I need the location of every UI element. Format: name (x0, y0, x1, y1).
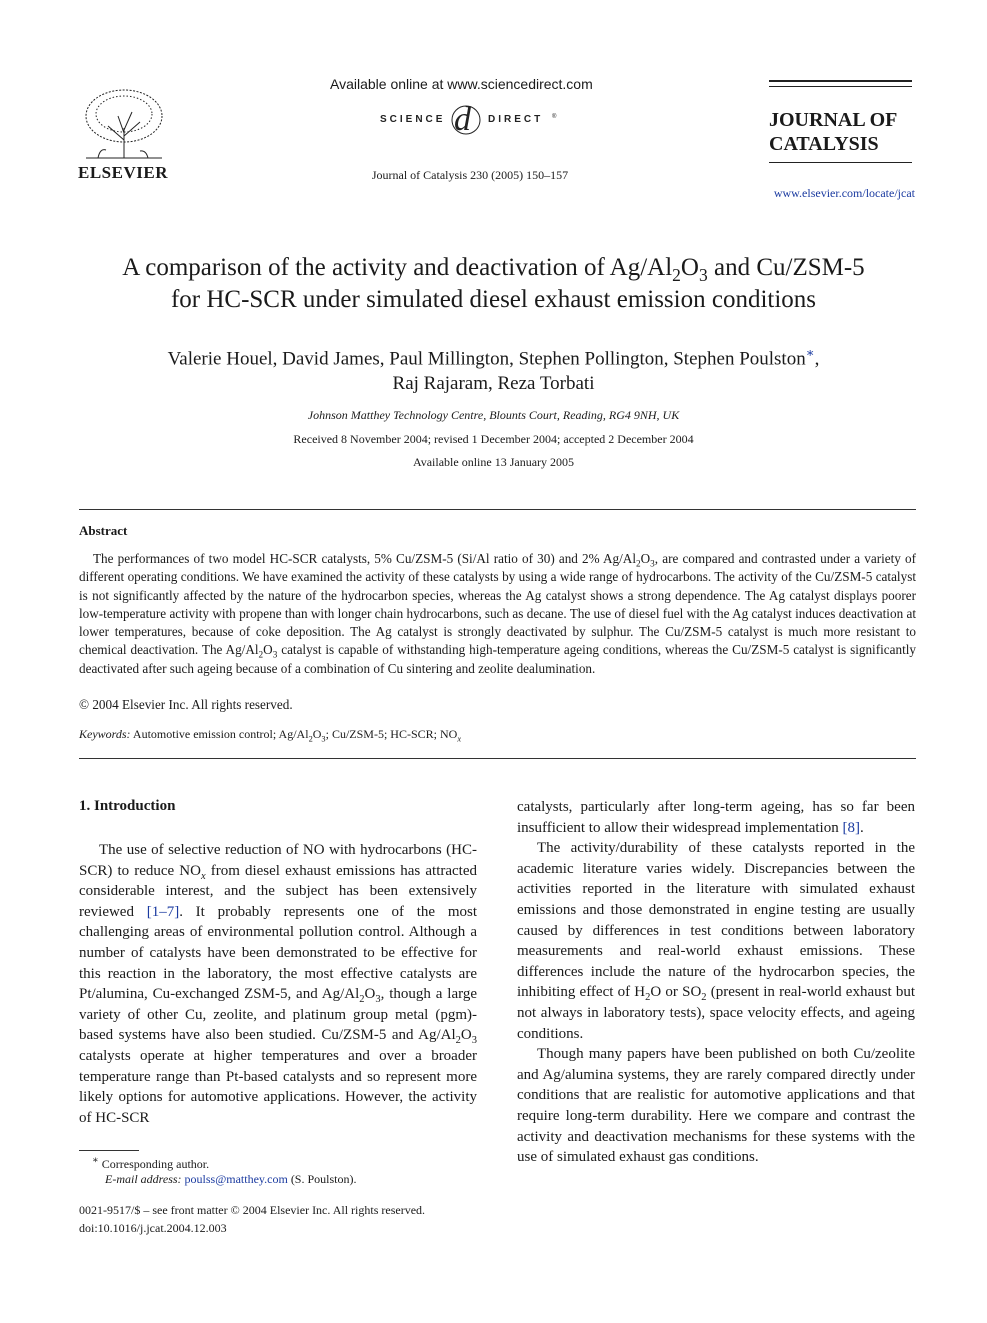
authors-comma: , (814, 348, 820, 370)
body-column-right (517, 797, 915, 1168)
author-list (40, 340, 947, 396)
journal-name (769, 108, 912, 156)
sd-logo-reg: ® (552, 114, 557, 120)
footnote-email: E-mail address: poulss@matthey.com (S. Poulston). (105, 1172, 357, 1186)
abstract-copyright: © 2004 Elsevier Inc. All rights reserved. (79, 697, 293, 712)
title-text-line2: for HC-SCR under simulated diesel exhaust emission conditions (170, 286, 817, 313)
title-subscript: 3 (698, 265, 708, 285)
abstract-heading: Abstract (79, 523, 128, 538)
sd-logo-mark: d (454, 101, 471, 138)
intro-paragraph-1-continued: catalysts, particularly after long-term ageing, has so far been insufficient to allow their widespread implementation [8]. (517, 799, 915, 836)
sciencedirect-logo (380, 100, 560, 140)
title-subscript: 2 (672, 265, 681, 285)
journal-url-link[interactable]: www.elsevier.com/locate/jcat (773, 186, 915, 200)
keywords: Keywords: Automotive emission control; $Ag/Al_2O_3$; Cu/ZSM-5; HC-SCR; $NO_x$ (79, 727, 462, 744)
abstract-rule-bottom (79, 758, 916, 759)
body-column-left (79, 840, 477, 1128)
abstract-body (79, 550, 916, 678)
citation-link[interactable]: [8] (842, 819, 860, 836)
abstract-paragraph: The performances of two model HC-SCR catalysts, 5% Cu/ZSM-5 (Si/Al ratio of 30) and 2% $Ag/Al_2O_3$, are compared and contrasted under a variety of different operating conditions. We have examined the activity of these catalysts by using a wide range of hydrocarbons. The activity of the Cu/ZSM-5 catalyst is not significantly affected by the nature of the hydrocarbon species, whereas the Ag catalyst shows a strong dependence. The Ag catalyst displays poorer low-temperature activity with propene than with longer chain hydrocarbons, such as decane. The use of diesel fuel with the Ag catalyst induces deactivation at lower temperatures, because of coke deposition. The Ag catalyst is strongly deactivated by sulphur. The Cu/ZSM-5 catalyst is much more resistant to chemical deactivation. The $Ag/Al_2O_3$ catalyst is capable of withstanding high-temperature ageing conditions, whereas the Cu/ZSM-5 catalyst is significantly deactivated after such ageing because of a combination of Cu sintering and zeolite dealumination. (79, 551, 916, 676)
journal-rule-top (769, 80, 912, 82)
section-heading-introduction: 1. Introduction (79, 798, 176, 814)
affiliation: Johnson Matthey Technology Centre, Blounts Court, Reading, RG4 9NH, UK (307, 408, 680, 422)
footnote-corresponding: ∗ Corresponding author. (92, 1155, 210, 1171)
journal-name-line1: JOURNAL OF (769, 109, 898, 131)
authors-line2: Raj Rajaram, Reza Torbati (392, 373, 595, 395)
email-link[interactable]: poulss@matthey.com (184, 1172, 288, 1186)
article-dates: Received 8 November 2004; revised 1 December 2004; accepted 2 December 2004 (293, 432, 694, 446)
corresponding-author-link[interactable]: ∗ (805, 345, 815, 360)
title-text: and Cu/ZSM-5 (707, 254, 865, 281)
journal-rule-top-thin (769, 86, 912, 87)
doi: doi:10.1016/j.jcat.2004.12.003 (79, 1221, 227, 1235)
keywords-label: Keywords: (79, 727, 131, 741)
journal-rule-bottom (769, 162, 912, 163)
journal-citation: Journal of Catalysis 230 (2005) 150–157 (371, 168, 569, 182)
footnote-rule (79, 1150, 139, 1151)
sd-logo-direct: DIRECT (488, 114, 544, 125)
citation-link[interactable]: [1–7] (146, 903, 180, 920)
issn-line: 0021-9517/$ – see front matter © 2004 Elsevier Inc. All rights reserved. (79, 1203, 426, 1217)
title-text: A comparison of the activity and deactivation of Ag/Al (122, 254, 673, 281)
intro-paragraph-3: Though many papers have been published on both Cu/zeolite and Ag/alumina systems, they are rarely compared directly under conditions that are realistic for automotive applications and that require long-term durability. Here we compare and contrast the activity and deactivation mechanisms for these systems with the use of simulated exhaust gas conditions. (517, 1046, 915, 1166)
authors-line1: Valerie Houel, David James, Paul Millington, Stephen Pollington, Stephen Poulston (167, 348, 806, 370)
intro-paragraph-2: The activity/durability of these catalysts reported in the academic literature varies widely. Discrepancies between the activities reported in the literature with simulated exhaust emissions and those demonstrated in engine testing are usually caused by differences in test conditions between laboratory measurements and real-world exhaust emissions. These differences include the nature of the hydrocarbon species, the inhibiting effect of $H_2O$ or $SO_2$ (present in real-world exhaust but not always in laboratory tests), space velocity effects, and ageing conditions. (517, 840, 915, 1042)
available-online-date: Available online 13 January 2005 (412, 455, 575, 469)
intro-paragraph-1: The use of selective reduction of NO with hydrocarbons (HC-SCR) to reduce $NO_x$ from diesel exhaust emissions has attracted considerable interest, and the subject has been extensively reviewed [1–7]. It probably represents one of the most challenging areas of environmental pollution control. Although a number of catalysts have been demonstrated to be effective for this reaction in the laboratory, the most effective catalysts are Pt/alumina, Cu-exchanged ZSM-5, and $Ag/Al_2O_3$, though a large variety of other Cu, zeolite, and platinum group metal (pgm)-based systems have also been studied. Cu/ZSM-5 and $Ag/Al_2O_3$ catalysts operate at higher temperatures and over a broader temperature range than Pt-based catalysts and so represent more likely options for automotive applications. However, the activity of HC-SCR (79, 842, 477, 1126)
publisher-name: ELSEVIER (78, 163, 168, 182)
sd-logo-science: SCIENCE (380, 114, 446, 125)
journal-name-line2: CATALYSIS (769, 133, 879, 155)
article-title (40, 252, 947, 316)
abstract-rule-top (79, 509, 916, 510)
sciencedirect-available-text: Available online at www.sciencedirect.com (330, 76, 593, 92)
title-text: O (680, 254, 699, 281)
